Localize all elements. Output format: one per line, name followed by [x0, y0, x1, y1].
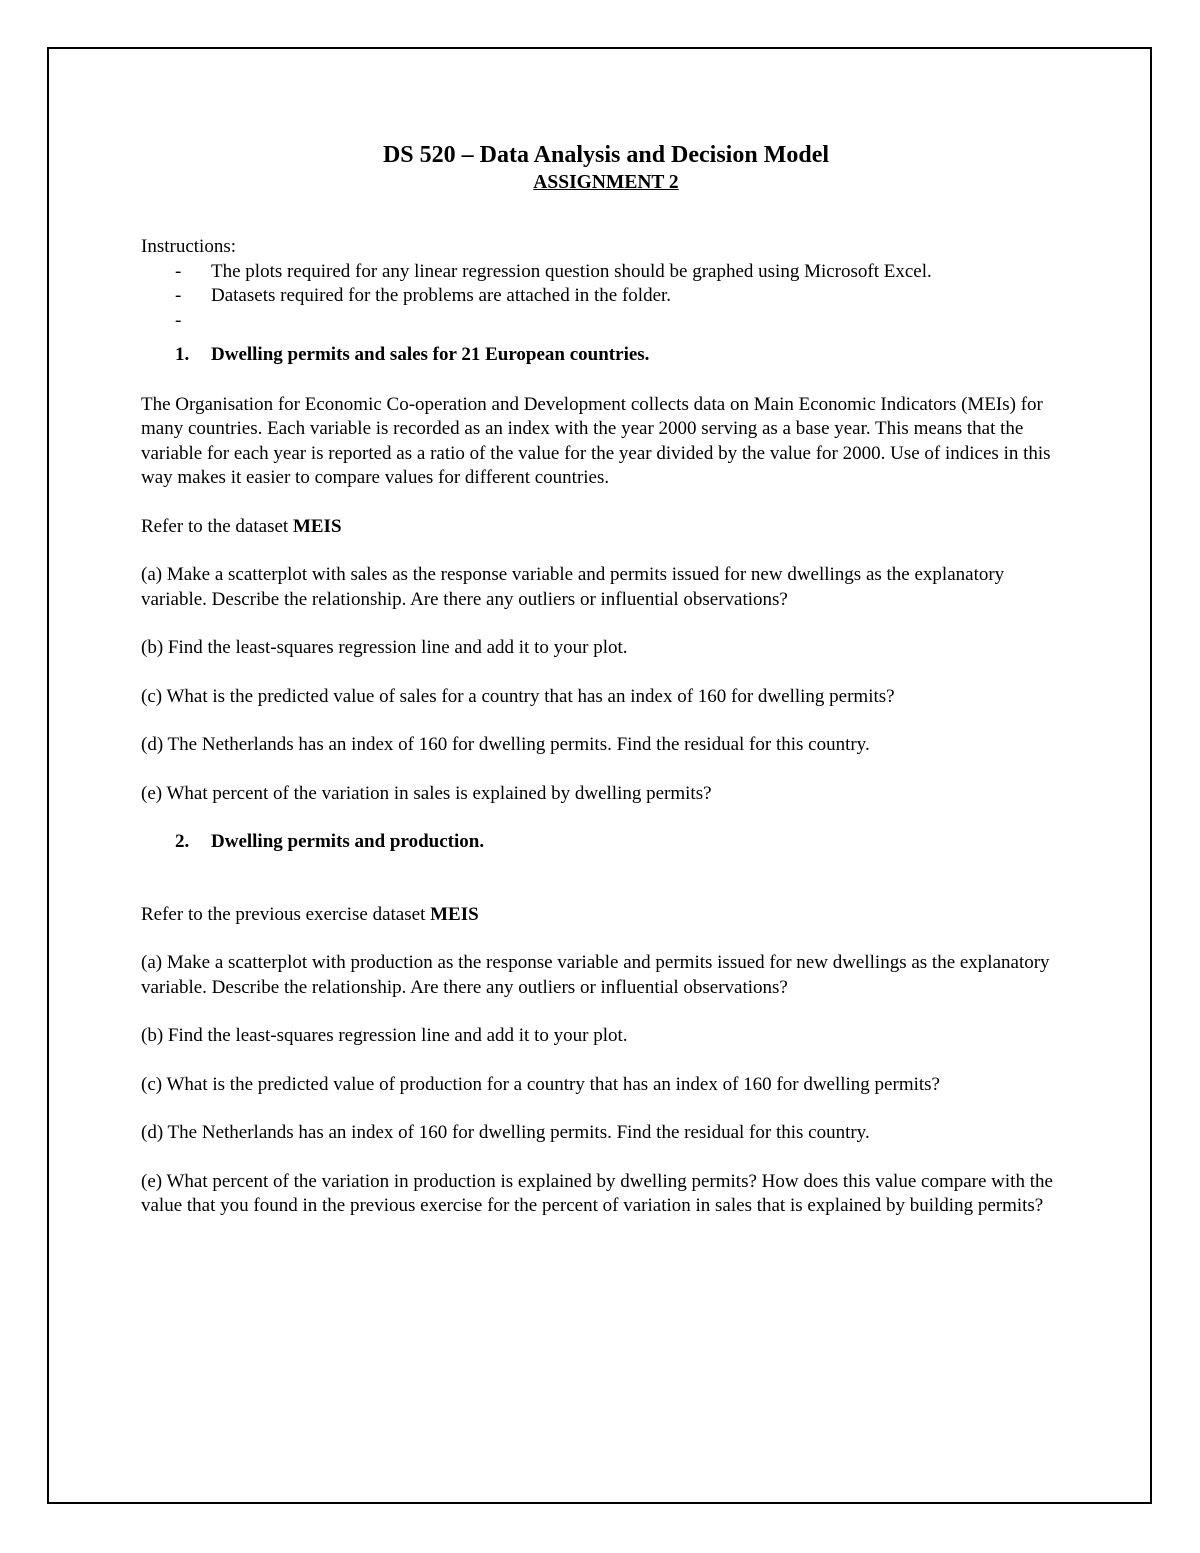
dataset-name: MEIS — [430, 903, 479, 925]
section-2-title: Dwelling permits and production. — [211, 831, 485, 852]
section-1-title: Dwelling permits and sales for 21 European countries. — [211, 344, 650, 365]
section-1-intro: The Organisation for Economic Co-operation and Development collects data on Main Economic Indicators (MEIs) for many countries. Each variable is recorded as an index with the year 2000 serving as a base year. This means that the variable for each year is reported as a ratio of the value for the year divided by the value for 2000. Use of indices in this way makes it easier to compare values for different countries. — [141, 393, 1051, 488]
question-2d: (d) The Netherlands has an index of 160 for dwelling permits. Find the residual for this country. — [141, 1122, 870, 1143]
question-2b: (b) Find the least-squares regression line and add it to your plot. — [141, 1025, 628, 1046]
section-2-number: 2. — [175, 831, 190, 852]
instruction-item — [141, 260, 1071, 285]
refer-text: Refer to the previous exercise dataset — [141, 903, 431, 925]
instruction-item — [141, 284, 1071, 309]
section-2-heading — [141, 830, 1071, 855]
instruction-text: Datasets required for the problems are attached in the folder. — [211, 285, 672, 306]
document-body — [141, 140, 1071, 1219]
section-2-refer — [141, 903, 1071, 928]
assignment-subtitle: ASSIGNMENT 2 — [533, 172, 679, 193]
bullet-dash: - — [175, 309, 182, 331]
document-title: DS 520 – Data Analysis and Decision Model — [382, 142, 830, 168]
question-2c: (c) What is the predicted value of production for a country that has an index of 160 for dwelling permits? — [141, 1073, 940, 1095]
bullet-dash: - — [175, 260, 182, 282]
question-1c: (c) What is the predicted value of sales for a country that has an index of 160 for dwelling permits? — [141, 685, 895, 707]
bullet-dash: - — [175, 285, 182, 306]
dataset-name: MEIS — [292, 515, 342, 537]
question-1d: (d) The Netherlands has an index of 160 for dwelling permits. Find the residual for this country. — [141, 734, 870, 755]
question-2a: (a) Make a scatterplot with production as the response variable and permits issued for new dwellings as the explanatory variable. Describe the relationship. Are there any outliers or influential observations? — [141, 952, 1050, 998]
question-1e: (e) What percent of the variation in sales is explained by dwelling permits? — [141, 782, 712, 804]
instruction-item — [141, 309, 1071, 334]
question-1b: (b) Find the least-squares regression line and add it to your plot. — [141, 637, 628, 658]
instruction-text: The plots required for any linear regression question should be graphed using Microsoft Excel. — [211, 260, 932, 282]
section-1-refer — [141, 515, 1071, 540]
instructions-list — [141, 260, 1071, 334]
refer-text: Refer to the dataset — [141, 515, 293, 537]
section-1-heading — [141, 343, 1071, 368]
section-1-number: 1. — [175, 344, 190, 365]
question-1a: (a) Make a scatterplot with sales as the response variable and permits issued for new dwellings as the explanatory variable. Describe the relationship. Are there any outliers or influential observations? — [141, 564, 1005, 610]
instructions-label: Instructions: — [141, 236, 236, 257]
question-2e: (e) What percent of the variation in production is explained by dwelling permits? How does this value compare with the value that you found in the previous exercise for the percent of variation in sales that is explained by building permits? — [141, 1170, 1053, 1216]
